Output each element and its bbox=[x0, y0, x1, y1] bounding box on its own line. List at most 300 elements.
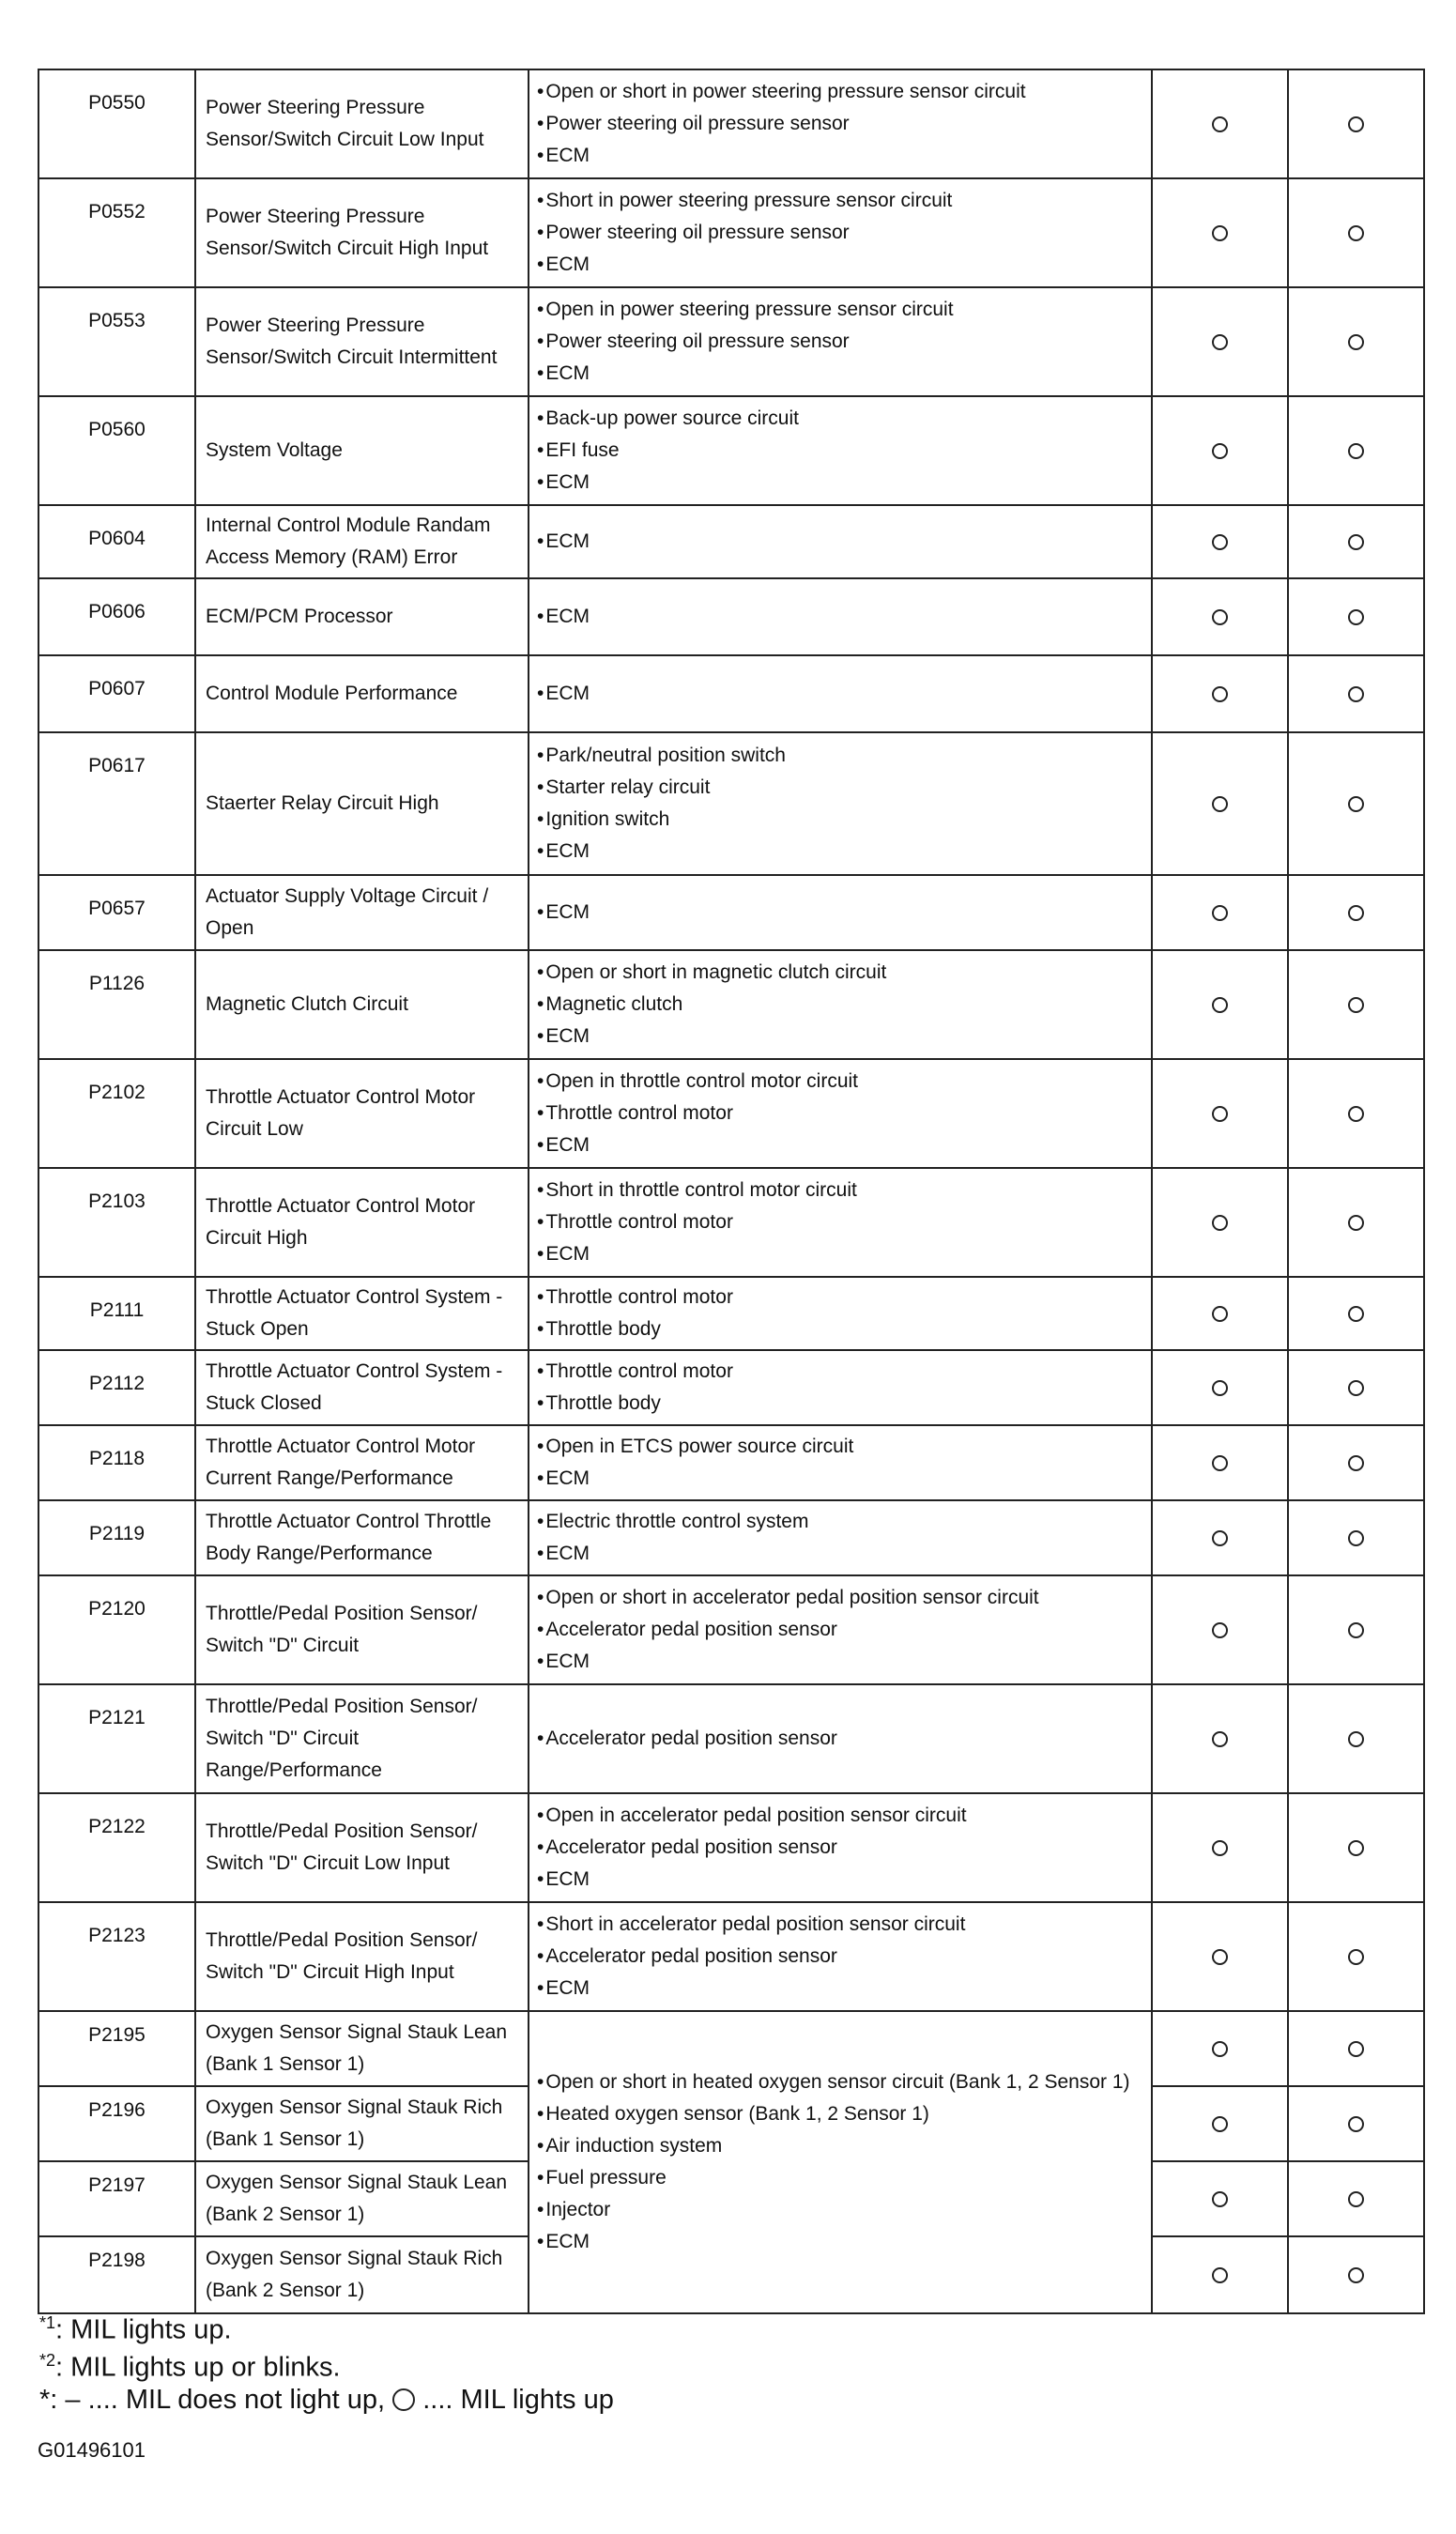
trouble-area-cell bbox=[529, 287, 1152, 396]
mil-col1-cell bbox=[1152, 655, 1288, 732]
dtc-code: P2102 bbox=[88, 1082, 146, 1103]
circle-icon bbox=[1348, 443, 1364, 459]
dtc-code-cell bbox=[38, 578, 195, 655]
mil-col1-cell bbox=[1152, 1168, 1288, 1277]
dtc-code-cell bbox=[38, 396, 195, 505]
mil-col1-cell bbox=[1152, 178, 1288, 287]
detection-item: Throttle/Pedal Position Sensor/ Switch "D" Circuit High Input bbox=[206, 1929, 478, 1983]
circle-icon bbox=[1348, 534, 1364, 550]
table-row bbox=[38, 950, 1424, 1059]
footnote-2-mark: *2 bbox=[39, 2351, 56, 2370]
table-row bbox=[38, 69, 1424, 178]
footnote-1-mark: *1 bbox=[39, 2313, 56, 2332]
trouble-area-cell bbox=[529, 2011, 1152, 2313]
circle-icon bbox=[1212, 609, 1228, 625]
mil-col1-cell bbox=[1152, 1350, 1288, 1425]
table-row bbox=[38, 655, 1424, 732]
circle-icon bbox=[1348, 1949, 1364, 1965]
circle-icon bbox=[1348, 2191, 1364, 2207]
table-row bbox=[38, 578, 1424, 655]
table-row bbox=[38, 1575, 1424, 1684]
mil-col2-cell bbox=[1288, 2236, 1424, 2313]
trouble-area-item: • ECM bbox=[537, 1021, 1142, 1052]
detection-item: Oxygen Sensor Signal Stauk Lean (Bank 2 Sensor 1) bbox=[206, 2172, 508, 2225]
circle-icon bbox=[1348, 1622, 1364, 1638]
mil-col1-cell bbox=[1152, 875, 1288, 950]
circle-icon bbox=[1212, 1215, 1228, 1231]
table-row bbox=[38, 396, 1424, 505]
trouble-area-item: • Starter relay circuit bbox=[537, 772, 1142, 804]
circle-icon bbox=[1212, 2191, 1228, 2207]
dtc-code: P2197 bbox=[88, 2174, 146, 2196]
trouble-area-item: • Open or short in heated oxygen sensor circuit (Bank 1, 2 Sensor 1) bbox=[537, 2066, 1142, 2098]
mil-col2-cell bbox=[1288, 178, 1424, 287]
trouble-area-item: • Throttle control motor bbox=[537, 1206, 1142, 1238]
dtc-code-cell bbox=[38, 1793, 195, 1902]
trouble-area-cell bbox=[529, 1350, 1152, 1425]
trouble-area-item: • Open or short in magnetic clutch circuit bbox=[537, 957, 1142, 989]
mil-col2-cell bbox=[1288, 950, 1424, 1059]
mil-col2-cell bbox=[1288, 2011, 1424, 2086]
detection-item: Power Steering Pressure Sensor/Switch Circuit Intermittent bbox=[206, 315, 498, 368]
mil-col1-cell bbox=[1152, 950, 1288, 1059]
dtc-code: P0604 bbox=[88, 528, 146, 549]
trouble-area-item: • ECM bbox=[537, 358, 1142, 390]
circle-icon bbox=[1348, 796, 1364, 812]
trouble-area-item: • Throttle control motor bbox=[537, 1356, 1142, 1388]
trouble-area-cell bbox=[529, 505, 1152, 578]
detection-item-cell bbox=[195, 950, 529, 1059]
mil-col2-cell bbox=[1288, 1425, 1424, 1500]
circle-icon bbox=[1212, 1380, 1228, 1396]
detection-item: Throttle/Pedal Position Sensor/ Switch "D" Circuit bbox=[206, 1603, 478, 1656]
trouble-area-cell bbox=[529, 1684, 1152, 1793]
mil-col2-cell bbox=[1288, 1902, 1424, 2011]
mil-col2-cell bbox=[1288, 1684, 1424, 1793]
detection-item: Oxygen Sensor Signal Stauk Lean (Bank 1 Sensor 1) bbox=[206, 2021, 508, 2075]
dtc-code-cell bbox=[38, 1350, 195, 1425]
mil-col1-cell bbox=[1152, 1500, 1288, 1575]
mil-col2-cell bbox=[1288, 1059, 1424, 1168]
mil-col1-cell bbox=[1152, 287, 1288, 396]
trouble-area-item: • Fuel pressure bbox=[537, 2162, 1142, 2194]
dtc-code: P2120 bbox=[88, 1598, 146, 1620]
table-row bbox=[38, 1793, 1424, 1902]
dtc-code-cell bbox=[38, 69, 195, 178]
circle-icon bbox=[1348, 1106, 1364, 1122]
trouble-area-cell bbox=[529, 1168, 1152, 1277]
dtc-code: P2112 bbox=[88, 1373, 146, 1394]
trouble-area-item: • Accelerator pedal position sensor bbox=[537, 1614, 1142, 1646]
trouble-area-item: • Throttle body bbox=[537, 1388, 1142, 1420]
detection-item-cell bbox=[195, 2236, 529, 2313]
dtc-code: P0560 bbox=[88, 419, 146, 440]
detection-item-cell bbox=[195, 1684, 529, 1793]
detection-item-cell bbox=[195, 1425, 529, 1500]
trouble-area-item: • Short in accelerator pedal position sensor circuit bbox=[537, 1909, 1142, 1941]
trouble-area-item: • Electric throttle control system bbox=[537, 1506, 1142, 1538]
mil-col2-cell bbox=[1288, 732, 1424, 875]
trouble-area-item: • ECM bbox=[537, 678, 1142, 710]
circle-icon bbox=[1348, 997, 1364, 1013]
mil-col2-cell bbox=[1288, 1350, 1424, 1425]
circle-icon bbox=[1348, 1840, 1364, 1856]
mil-col2-cell bbox=[1288, 1500, 1424, 1575]
trouble-area-item: • ECM bbox=[537, 1463, 1142, 1495]
trouble-area-cell bbox=[529, 69, 1152, 178]
mil-col2-cell bbox=[1288, 875, 1424, 950]
table-row bbox=[38, 2011, 1424, 2086]
dtc-code-cell bbox=[38, 732, 195, 875]
mil-col1-cell bbox=[1152, 505, 1288, 578]
trouble-area-cell bbox=[529, 1902, 1152, 2011]
detection-item: Throttle Actuator Control System - Stuck Closed bbox=[206, 1360, 503, 1414]
dtc-code: P2103 bbox=[88, 1190, 146, 1212]
mil-col1-cell bbox=[1152, 2161, 1288, 2236]
circle-icon bbox=[1212, 334, 1228, 350]
detection-item-cell bbox=[195, 1793, 529, 1902]
mil-col2-cell bbox=[1288, 69, 1424, 178]
dtc-code: P2118 bbox=[88, 1448, 146, 1469]
circle-icon bbox=[1212, 1840, 1228, 1856]
detection-item-cell bbox=[195, 178, 529, 287]
trouble-area-cell bbox=[529, 732, 1152, 875]
mil-col2-cell bbox=[1288, 287, 1424, 396]
trouble-area-item: • ECM bbox=[537, 1538, 1142, 1570]
footnote-1 bbox=[39, 2306, 232, 2347]
trouble-area-item: • ECM bbox=[537, 897, 1142, 929]
trouble-area-item: • Accelerator pedal position sensor bbox=[537, 1723, 1142, 1755]
detection-item-cell bbox=[195, 1500, 529, 1575]
mil-col1-cell bbox=[1152, 1425, 1288, 1500]
circle-icon bbox=[1212, 686, 1228, 702]
trouble-area-cell bbox=[529, 875, 1152, 950]
trouble-area-item: • ECM bbox=[537, 140, 1142, 172]
detection-item-cell bbox=[195, 2086, 529, 2161]
circle-icon bbox=[1348, 1731, 1364, 1747]
trouble-area-item: • Open or short in power steering pressure sensor circuit bbox=[537, 76, 1142, 108]
trouble-area-cell bbox=[529, 950, 1152, 1059]
dtc-code: P1126 bbox=[88, 973, 146, 994]
trouble-area-cell bbox=[529, 1277, 1152, 1350]
trouble-area-item: • ECM bbox=[537, 526, 1142, 558]
circle-icon bbox=[1348, 686, 1364, 702]
trouble-area-item: • ECM bbox=[537, 601, 1142, 633]
trouble-area-cell bbox=[529, 578, 1152, 655]
trouble-area-item: • Power steering oil pressure sensor bbox=[537, 217, 1142, 249]
mil-col1-cell bbox=[1152, 732, 1288, 875]
trouble-area-item: • Throttle body bbox=[537, 1313, 1142, 1345]
circle-icon bbox=[1212, 2041, 1228, 2057]
circle-icon bbox=[1348, 2267, 1364, 2283]
trouble-area-cell bbox=[529, 1793, 1152, 1902]
trouble-area-item: • Ignition switch bbox=[537, 804, 1142, 836]
dtc-code-cell bbox=[38, 178, 195, 287]
detection-item-cell bbox=[195, 578, 529, 655]
legend-note-text-a: *: – .... MIL does not light up, bbox=[39, 2385, 386, 2415]
trouble-area-item: • Accelerator pedal position sensor bbox=[537, 1941, 1142, 1973]
trouble-area-item: • ECM bbox=[537, 467, 1142, 499]
mil-col2-cell bbox=[1288, 1793, 1424, 1902]
detection-item: Internal Control Module Randam Access Memory (RAM) Error bbox=[206, 514, 491, 568]
table-row bbox=[38, 1500, 1424, 1575]
dtc-code: P0607 bbox=[88, 678, 146, 699]
table-row bbox=[38, 732, 1424, 875]
trouble-area-cell bbox=[529, 1059, 1152, 1168]
footnote-2 bbox=[39, 2343, 341, 2385]
mil-col1-cell bbox=[1152, 2011, 1288, 2086]
trouble-area-item: • Injector bbox=[537, 2194, 1142, 2226]
circle-icon bbox=[1212, 1949, 1228, 1965]
circle-icon bbox=[1212, 116, 1228, 132]
trouble-area-item: • Short in power steering pressure sensor circuit bbox=[537, 185, 1142, 217]
dtc-code: P2123 bbox=[88, 1925, 146, 1946]
circle-icon bbox=[1348, 334, 1364, 350]
legend-note bbox=[39, 2383, 614, 2417]
table-row bbox=[38, 1277, 1424, 1350]
table-row bbox=[38, 287, 1424, 396]
trouble-area-cell bbox=[529, 178, 1152, 287]
table-row bbox=[38, 1350, 1424, 1425]
mil-col2-cell bbox=[1288, 1277, 1424, 1350]
dtc-code: P2119 bbox=[88, 1523, 146, 1544]
circle-icon bbox=[1212, 443, 1228, 459]
legend-note-text-b: .... MIL lights up bbox=[422, 2385, 614, 2415]
dtc-code-cell bbox=[38, 2086, 195, 2161]
mil-col1-cell bbox=[1152, 1575, 1288, 1684]
mil-col1-cell bbox=[1152, 1059, 1288, 1168]
mil-col1-cell bbox=[1152, 1684, 1288, 1793]
detection-item-cell bbox=[195, 505, 529, 578]
trouble-area-item: • ECM bbox=[537, 836, 1142, 868]
detection-item: Throttle Actuator Control Motor Current Range/Performance bbox=[206, 1436, 476, 1489]
dtc-code: P0606 bbox=[88, 601, 146, 622]
circle-icon bbox=[1212, 997, 1228, 1013]
mil-col2-cell bbox=[1288, 578, 1424, 655]
trouble-area-item: • Heated oxygen sensor (Bank 1, 2 Sensor 1) bbox=[537, 2098, 1142, 2130]
detection-item-cell bbox=[195, 396, 529, 505]
dtc-code: P0617 bbox=[88, 755, 146, 776]
dtc-code: P2198 bbox=[88, 2250, 146, 2271]
detection-item: Power Steering Pressure Sensor/Switch Circuit Low Input bbox=[206, 97, 484, 150]
detection-item: ECM/PCM Processor bbox=[206, 606, 393, 627]
circle-icon bbox=[1348, 116, 1364, 132]
dtc-table bbox=[38, 69, 1425, 2314]
dtc-code-cell bbox=[38, 655, 195, 732]
circle-icon bbox=[1212, 796, 1228, 812]
dtc-code: P2121 bbox=[88, 1707, 146, 1728]
mil-col1-cell bbox=[1152, 1902, 1288, 2011]
trouble-area-cell bbox=[529, 1500, 1152, 1575]
dtc-code-cell bbox=[38, 1059, 195, 1168]
trouble-area-item: • Back-up power source circuit bbox=[537, 403, 1142, 435]
detection-item: Throttle/Pedal Position Sensor/ Switch "D" Circuit Range/Performance bbox=[206, 1696, 478, 1781]
trouble-area-item: • ECM bbox=[537, 2226, 1142, 2258]
trouble-area-item: • Power steering oil pressure sensor bbox=[537, 326, 1142, 358]
circle-icon bbox=[1348, 2116, 1364, 2132]
detection-item: Oxygen Sensor Signal Stauk Rich (Bank 2 Sensor 1) bbox=[206, 2248, 503, 2301]
detection-item-cell bbox=[195, 1902, 529, 2011]
detection-item: Staerter Relay Circuit High bbox=[206, 792, 439, 814]
dtc-code-cell bbox=[38, 2011, 195, 2086]
circle-icon bbox=[1212, 1106, 1228, 1122]
mil-col1-cell bbox=[1152, 1277, 1288, 1350]
detection-item: Power Steering Pressure Sensor/Switch Circuit High Input bbox=[206, 206, 489, 259]
dtc-code: P0553 bbox=[88, 310, 146, 331]
circle-icon bbox=[1212, 1622, 1228, 1638]
trouble-area-cell bbox=[529, 655, 1152, 732]
detection-item-cell bbox=[195, 287, 529, 396]
dtc-code: P0550 bbox=[88, 92, 146, 114]
dtc-code-cell bbox=[38, 1277, 195, 1350]
mil-col2-cell bbox=[1288, 2161, 1424, 2236]
circle-icon bbox=[1348, 1306, 1364, 1322]
footnote-2-text: : MIL lights up or blinks. bbox=[55, 2352, 341, 2383]
dtc-code-cell bbox=[38, 2236, 195, 2313]
table-row bbox=[38, 875, 1424, 950]
table-row bbox=[38, 178, 1424, 287]
detection-item: Magnetic Clutch Circuit bbox=[206, 993, 408, 1015]
detection-item: Throttle Actuator Control Motor Circuit High bbox=[206, 1195, 476, 1249]
circle-icon bbox=[1348, 1530, 1364, 1546]
trouble-area-item: • Open in throttle control motor circuit bbox=[537, 1066, 1142, 1098]
circle-icon bbox=[1212, 534, 1228, 550]
detection-item: System Voltage bbox=[206, 439, 343, 461]
dtc-code: P2111 bbox=[89, 1299, 145, 1321]
mil-col2-cell bbox=[1288, 655, 1424, 732]
table-row bbox=[38, 1425, 1424, 1500]
dtc-code: P0657 bbox=[88, 898, 146, 919]
trouble-area-item: • ECM bbox=[537, 1973, 1142, 2004]
circle-icon bbox=[1212, 2267, 1228, 2283]
dtc-table-body bbox=[38, 69, 1424, 2313]
mil-col2-cell bbox=[1288, 396, 1424, 505]
detection-item: Throttle Actuator Control System - Stuck Open bbox=[206, 1286, 503, 1340]
trouble-area-item: • Short in throttle control motor circuit bbox=[537, 1175, 1142, 1206]
detection-item-cell bbox=[195, 732, 529, 875]
circle-icon bbox=[1212, 1455, 1228, 1471]
mil-col1-cell bbox=[1152, 69, 1288, 178]
table-row bbox=[38, 1059, 1424, 1168]
circle-icon bbox=[1212, 1530, 1228, 1546]
mil-col2-cell bbox=[1288, 1575, 1424, 1684]
trouble-area-cell bbox=[529, 1575, 1152, 1684]
circle-icon bbox=[1348, 609, 1364, 625]
table-row bbox=[38, 505, 1424, 578]
circle-icon bbox=[1348, 1380, 1364, 1396]
footnote-1-text: : MIL lights up. bbox=[55, 2314, 232, 2345]
mil-col1-cell bbox=[1152, 578, 1288, 655]
trouble-area-item: • Throttle control motor bbox=[537, 1282, 1142, 1313]
detection-item: Throttle Actuator Control Motor Circuit Low bbox=[206, 1086, 476, 1140]
circle-icon bbox=[1348, 1455, 1364, 1471]
trouble-area-item: • ECM bbox=[537, 1129, 1142, 1161]
detection-item-cell bbox=[195, 1277, 529, 1350]
detection-item-cell bbox=[195, 69, 529, 178]
table-row bbox=[38, 1902, 1424, 2011]
detection-item-cell bbox=[195, 2011, 529, 2086]
trouble-area-item: • Air induction system bbox=[537, 2130, 1142, 2162]
detection-item: Control Module Performance bbox=[206, 683, 458, 704]
detection-item-cell bbox=[195, 1575, 529, 1684]
dtc-code-cell bbox=[38, 1684, 195, 1793]
circle-icon bbox=[1212, 1731, 1228, 1747]
circle-icon bbox=[1348, 905, 1364, 921]
dtc-code-cell bbox=[38, 950, 195, 1059]
trouble-area-item: • Open in power steering pressure sensor circuit bbox=[537, 294, 1142, 326]
dtc-code-cell bbox=[38, 1575, 195, 1684]
table-row bbox=[38, 1684, 1424, 1793]
trouble-area-item: • Open in ETCS power source circuit bbox=[537, 1431, 1142, 1463]
dtc-code: P2195 bbox=[88, 2024, 146, 2046]
trouble-area-item: • ECM bbox=[537, 1646, 1142, 1678]
dtc-code-cell bbox=[38, 1425, 195, 1500]
dtc-code: P2122 bbox=[88, 1816, 146, 1837]
trouble-area-item: • Power steering oil pressure sensor bbox=[537, 108, 1142, 140]
mil-col1-cell bbox=[1152, 2236, 1288, 2313]
mil-col2-cell bbox=[1288, 2086, 1424, 2161]
detection-item-cell bbox=[195, 1168, 529, 1277]
dtc-code: P0552 bbox=[88, 201, 146, 223]
dtc-code-cell bbox=[38, 1168, 195, 1277]
circle-icon bbox=[1348, 225, 1364, 241]
trouble-area-item: • ECM bbox=[537, 1238, 1142, 1270]
detection-item: Throttle/Pedal Position Sensor/ Switch "D" Circuit Low Input bbox=[206, 1820, 478, 1874]
trouble-area-item: • EFI fuse bbox=[537, 435, 1142, 467]
trouble-area-item: • Throttle control motor bbox=[537, 1098, 1142, 1129]
figure-id: G01496101 bbox=[38, 2438, 146, 2462]
mil-col1-cell bbox=[1152, 1793, 1288, 1902]
trouble-area-cell bbox=[529, 396, 1152, 505]
detection-item-cell bbox=[195, 875, 529, 950]
dtc-code-cell bbox=[38, 1500, 195, 1575]
trouble-area-item: • Accelerator pedal position sensor bbox=[537, 1832, 1142, 1864]
detection-item: Throttle Actuator Control Throttle Body Range/Performance bbox=[206, 1511, 492, 1564]
circle-icon bbox=[1212, 905, 1228, 921]
detection-item: Actuator Supply Voltage Circuit / Open bbox=[206, 885, 489, 939]
mil-col1-cell bbox=[1152, 2086, 1288, 2161]
table-row bbox=[38, 1168, 1424, 1277]
dtc-code-cell bbox=[38, 875, 195, 950]
trouble-area-item: • Park/neutral position switch bbox=[537, 740, 1142, 772]
detection-item-cell bbox=[195, 1059, 529, 1168]
detection-item-cell bbox=[195, 655, 529, 732]
detection-item-cell bbox=[195, 2161, 529, 2236]
trouble-area-item: • Open or short in accelerator pedal position sensor circuit bbox=[537, 1582, 1142, 1614]
dtc-code: P2196 bbox=[88, 2099, 146, 2121]
dtc-code-cell bbox=[38, 505, 195, 578]
dtc-code-cell bbox=[38, 2161, 195, 2236]
dtc-code-cell bbox=[38, 1902, 195, 2011]
trouble-area-item: • Magnetic clutch bbox=[537, 989, 1142, 1021]
detection-item: Oxygen Sensor Signal Stauk Rich (Bank 1 Sensor 1) bbox=[206, 2096, 503, 2150]
trouble-area-item: • ECM bbox=[537, 249, 1142, 281]
trouble-area-item: • Open in accelerator pedal position sensor circuit bbox=[537, 1800, 1142, 1832]
circle-icon bbox=[1348, 1215, 1364, 1231]
circle-icon bbox=[1212, 2116, 1228, 2132]
trouble-area-cell bbox=[529, 1425, 1152, 1500]
detection-item-cell bbox=[195, 1350, 529, 1425]
circle-icon bbox=[1212, 225, 1228, 241]
dtc-code-cell bbox=[38, 287, 195, 396]
mil-col2-cell bbox=[1288, 505, 1424, 578]
circle-icon bbox=[1212, 1306, 1228, 1322]
circle-icon bbox=[392, 2388, 415, 2411]
mil-col1-cell bbox=[1152, 396, 1288, 505]
mil-col2-cell bbox=[1288, 1168, 1424, 1277]
circle-icon bbox=[1348, 2041, 1364, 2057]
trouble-area-item: • ECM bbox=[537, 1864, 1142, 1896]
